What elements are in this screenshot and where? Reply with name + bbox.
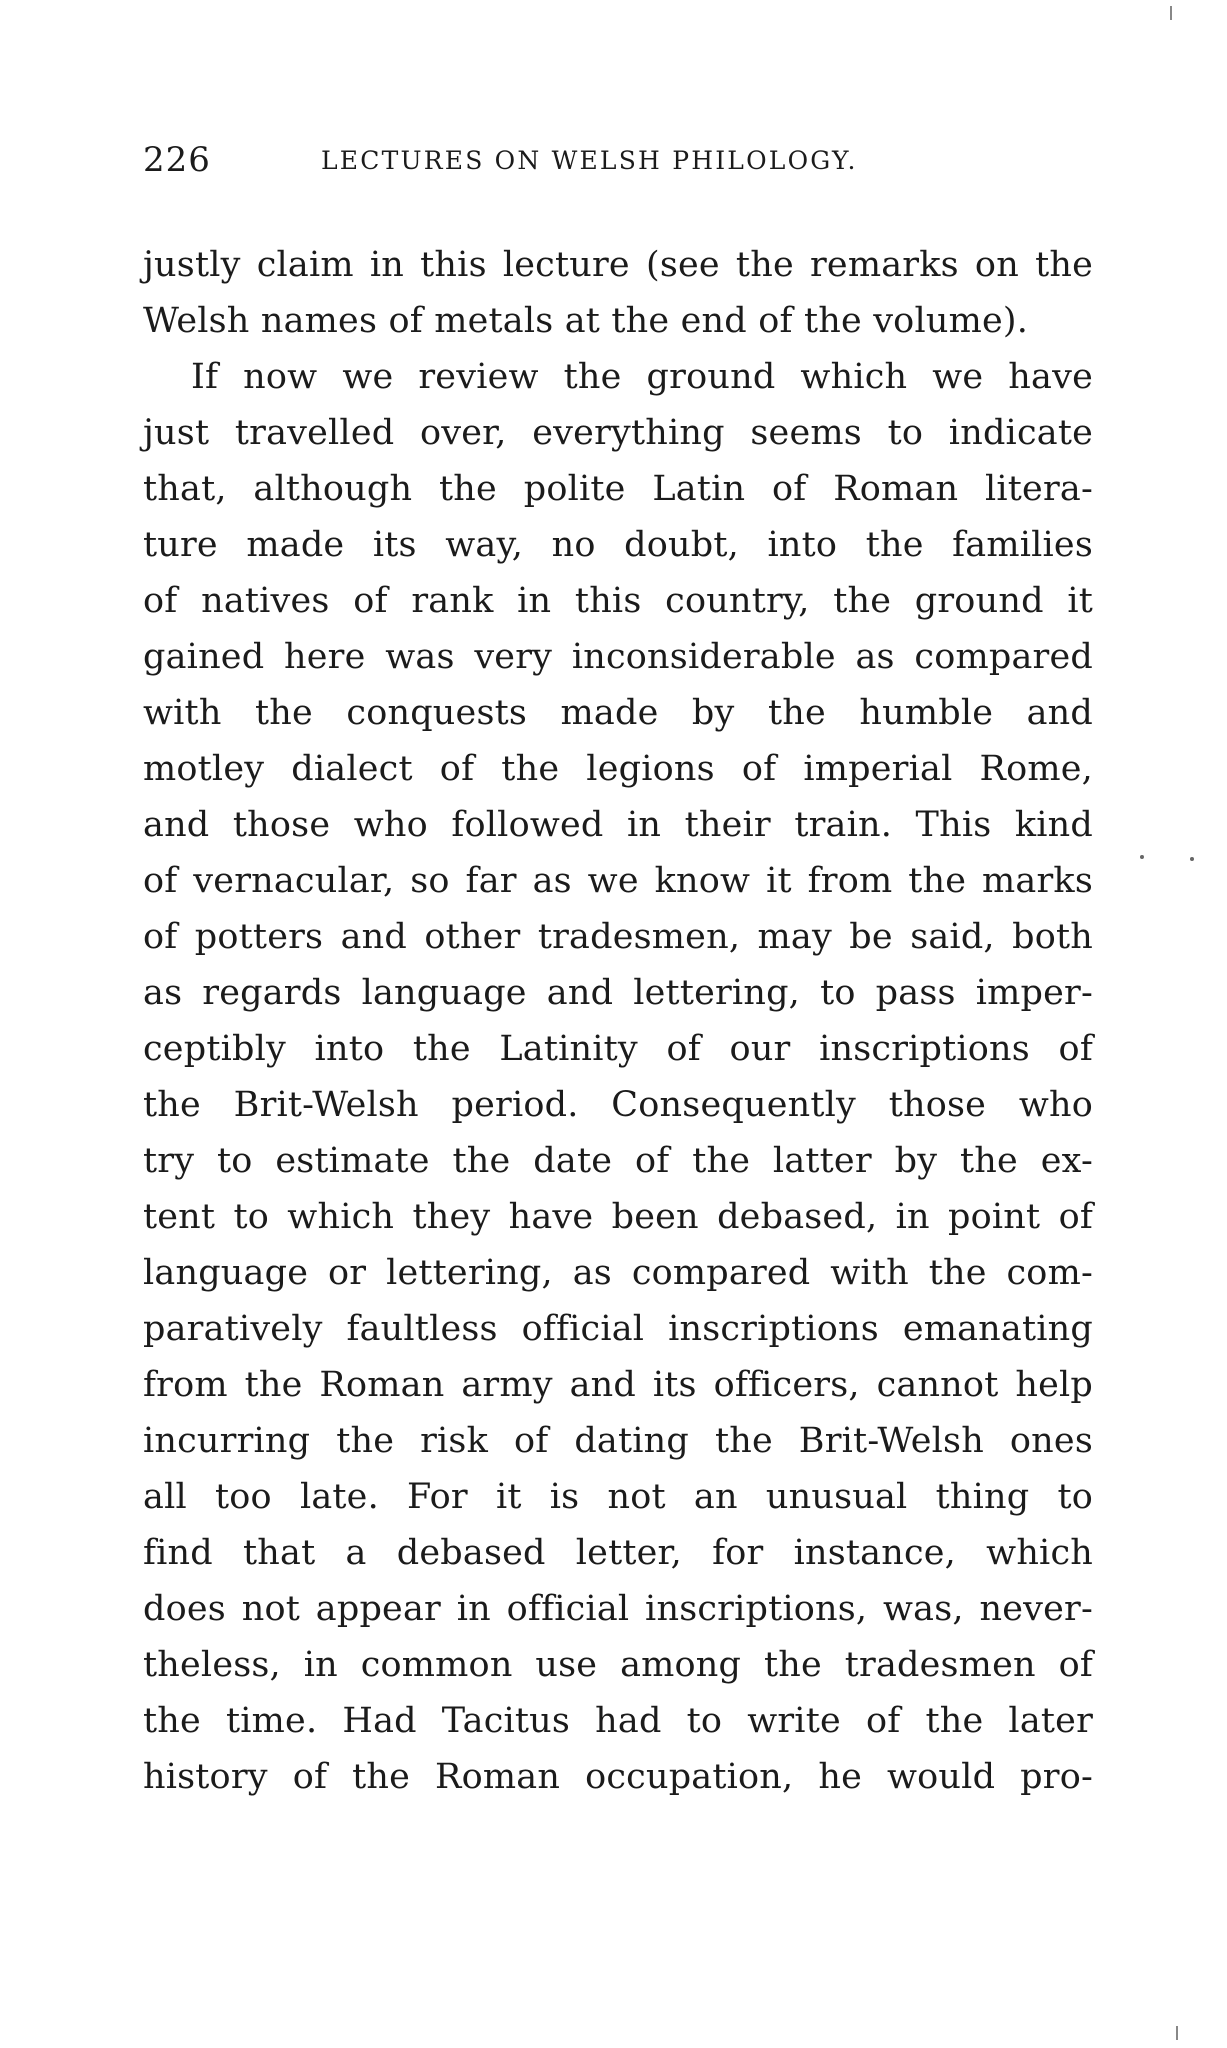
text-line: theless, in common use among the tradesmen of <box>143 1645 1093 1685</box>
text-line: ture made its way, no doubt, into the families <box>143 525 1093 565</box>
page-header <box>143 140 1093 180</box>
text-line: Welsh names of metals at the end of the volume). <box>143 301 1029 341</box>
text-line: ceptibly into the Latinity of our inscriptions of <box>143 1029 1093 1069</box>
text-line: gained here was very inconsiderable as compared <box>143 637 1093 677</box>
text-line: language or lettering, as compared with the com- <box>143 1253 1093 1293</box>
text-line: that, although the polite Latin of Roman litera- <box>143 469 1093 509</box>
text-line: does not appear in official inscriptions, was, never- <box>143 1589 1093 1629</box>
text-line: history of the Roman occupation, he would pro- <box>143 1757 1093 1797</box>
text-line: as regards language and lettering, to pass imper- <box>143 973 1093 1013</box>
text-line: paratively faultless official inscriptions emanating <box>143 1309 1093 1349</box>
scan-speck <box>1140 855 1144 859</box>
text-line: all too late. For it is not an unusual thing to <box>143 1477 1093 1517</box>
text-line: incurring the risk of dating the Brit-Welsh ones <box>143 1421 1093 1461</box>
text-line: the time. Had Tacitus had to write of the later <box>143 1701 1093 1741</box>
text-line: of natives of rank in this country, the ground it <box>143 581 1093 621</box>
text-line: the Brit-Welsh period. Consequently those who <box>143 1085 1093 1125</box>
text-line: If now we review the ground which we have <box>191 357 1093 397</box>
page-number: 226 <box>143 140 211 180</box>
text-line: of potters and other tradesmen, may be said, both <box>143 917 1093 957</box>
text-line: and those who followed in their train. This kind <box>143 805 1093 845</box>
text-line: with the conquests made by the humble and <box>143 693 1093 733</box>
text-line: try to estimate the date of the latter by the ex- <box>143 1141 1093 1181</box>
text-line: find that a debased letter, for instance, which <box>143 1533 1093 1573</box>
body-text <box>143 237 1093 1805</box>
scan-speck <box>1190 857 1194 861</box>
text-line: just travelled over, everything seems to indicate <box>143 413 1093 453</box>
text-line: of vernacular, so far as we know it from the marks <box>143 861 1093 901</box>
text-line: from the Roman army and its officers, cannot help <box>143 1365 1093 1405</box>
scan-edge-mark <box>1176 2026 1178 2040</box>
text-line: motley dialect of the legions of imperial Rome, <box>143 749 1093 789</box>
scan-edge-mark <box>1170 6 1172 20</box>
running-title: LECTURES ON WELSH PHILOLOGY. <box>321 146 858 175</box>
text-line: justly claim in this lecture (see the remarks on the <box>143 245 1093 285</box>
text-line: tent to which they have been debased, in point of <box>143 1197 1093 1237</box>
